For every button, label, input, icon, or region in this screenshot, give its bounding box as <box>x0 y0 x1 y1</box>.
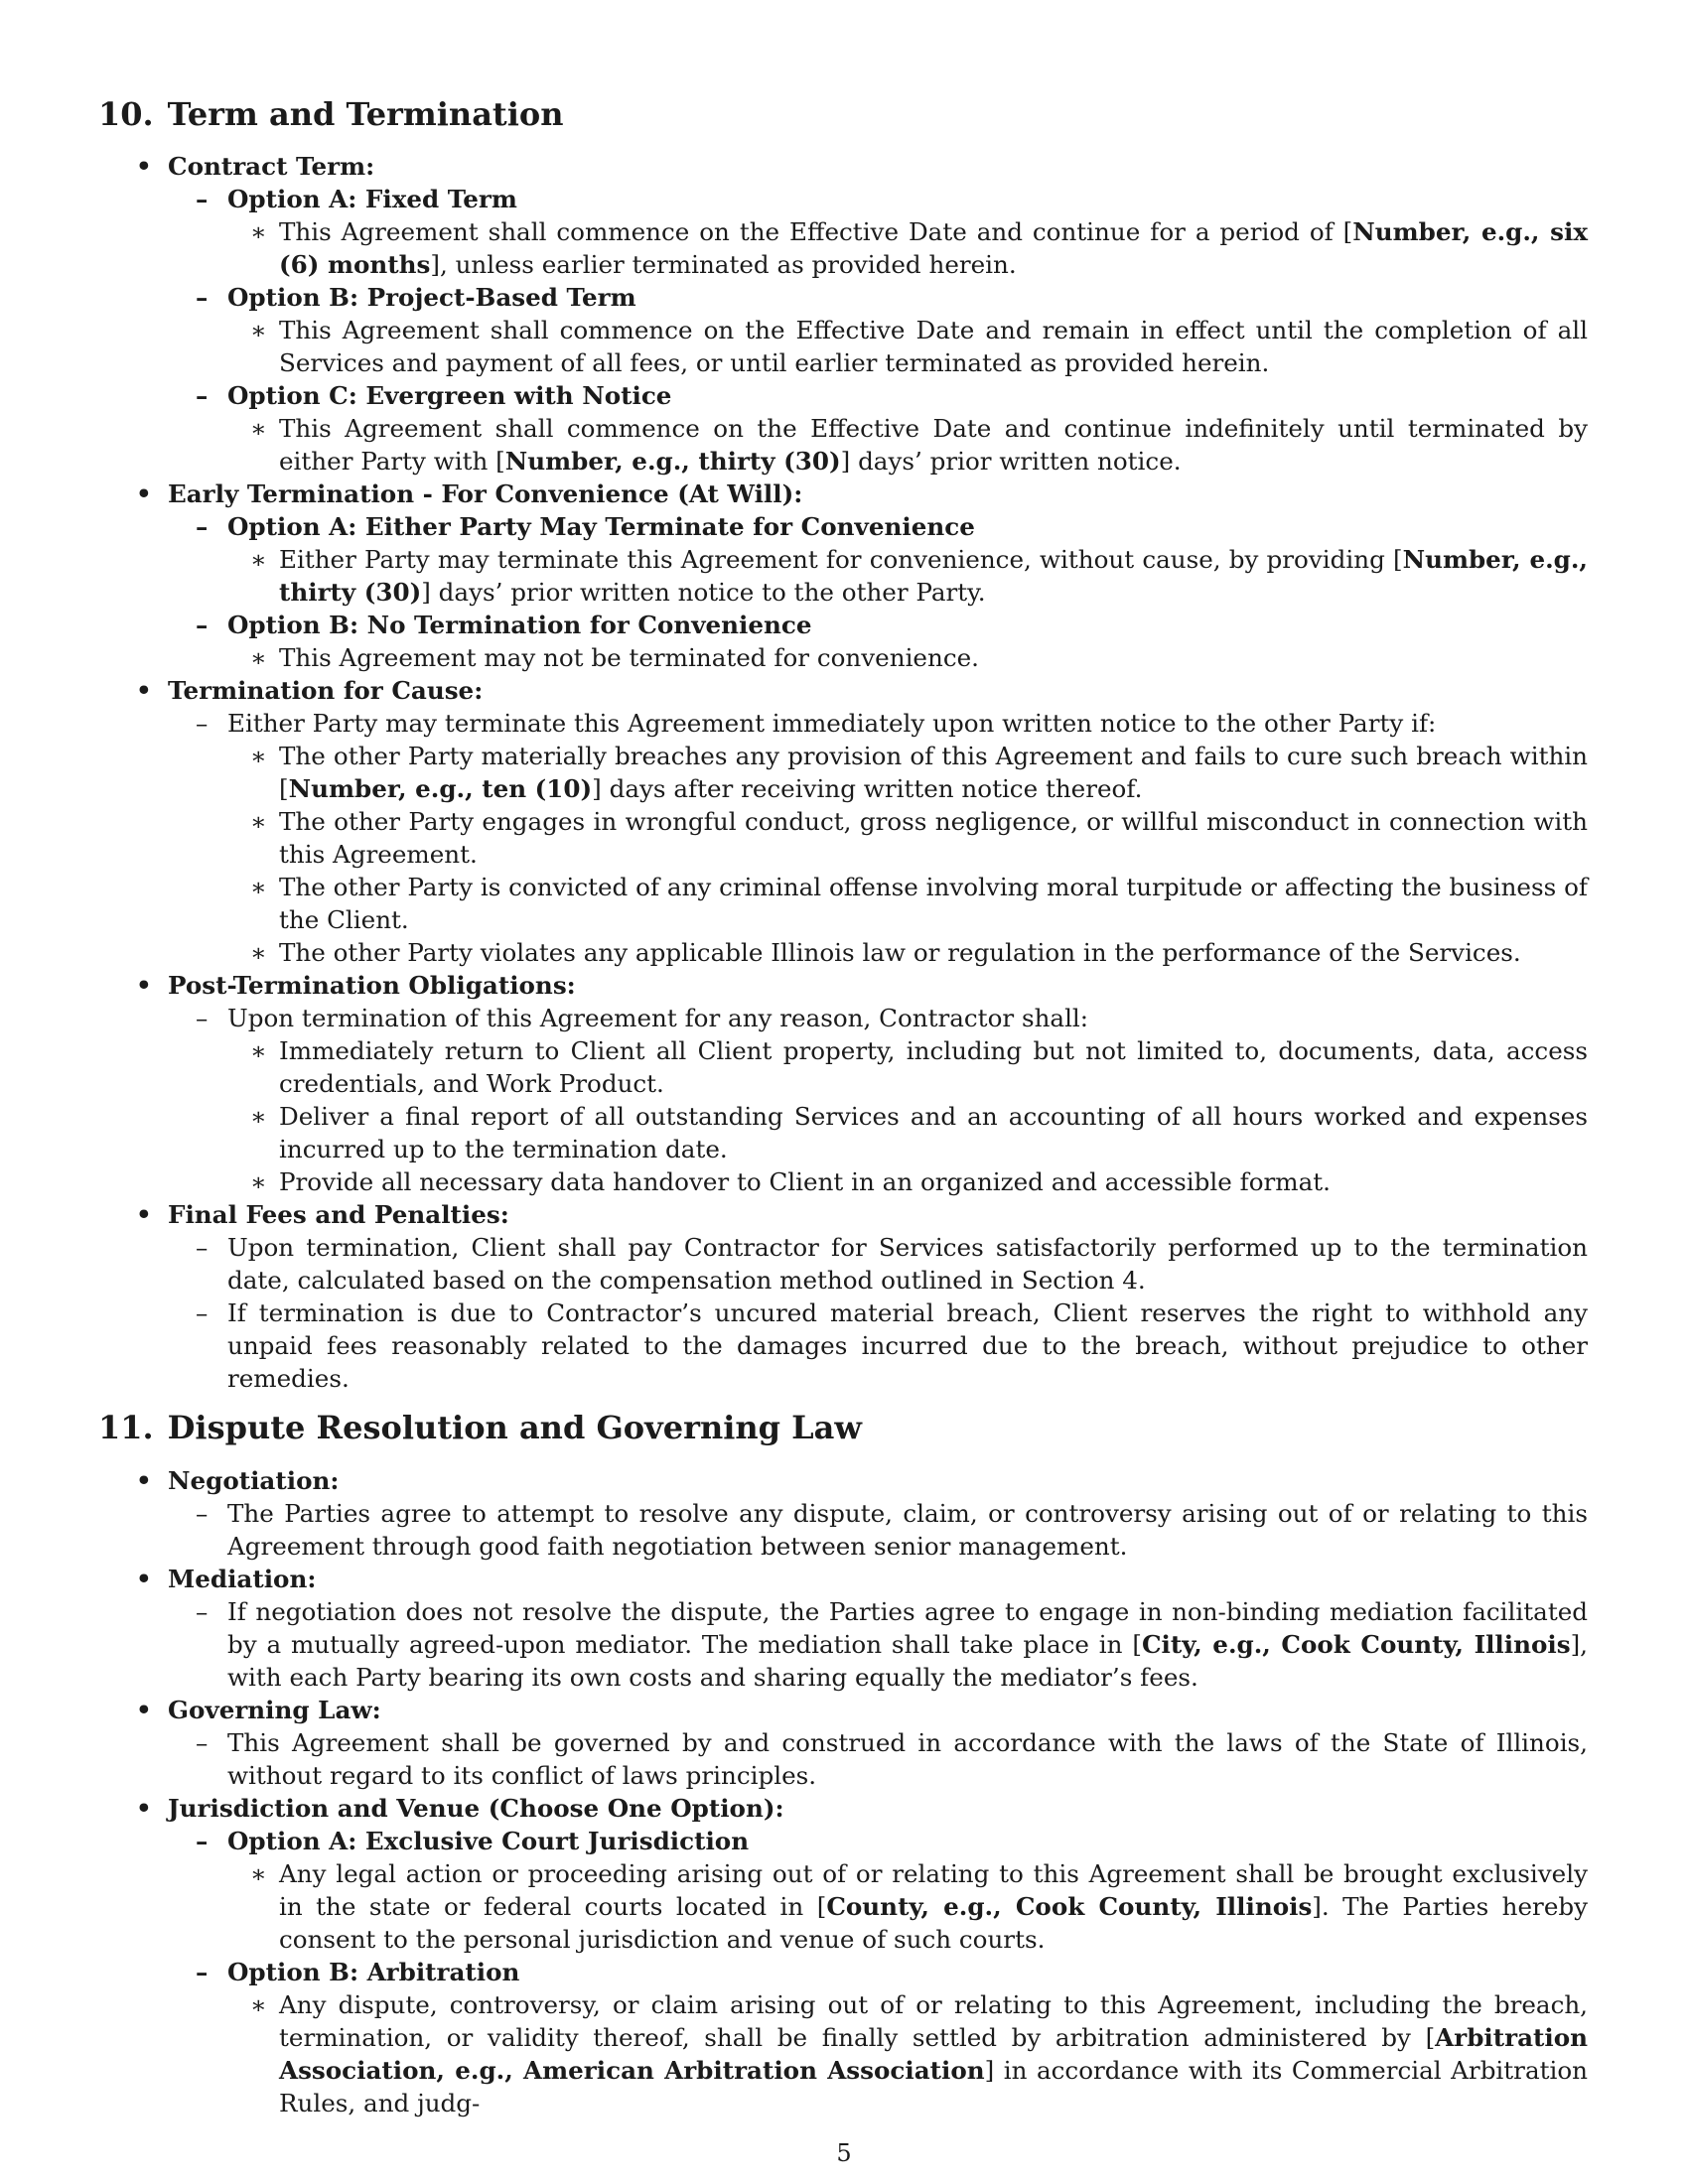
item-text: If negotiation does not resolve the dispute, the Parties agree to engage in non-binding mediation facilitated by a mutually agreed-upon mediator. The mediation shall take place in [City, e.g., Cook County, Illinois], with each Party bearing its own costs and sharing equally the mediator’s fees. <box>227 1597 1588 1692</box>
list-item <box>98 1165 1588 1198</box>
item-text: The other Party materially breaches any provision of this Agreement and fails to cure such breach within [Number, e.g., ten (10)] days after receiving written notice thereof. <box>279 742 1588 803</box>
list-item <box>98 740 1588 805</box>
item-text: The other Party engages in wrongful conduct, gross negligence, or willful misconduct in connection with this Agreement. <box>279 807 1588 869</box>
section-title: Term and Termination <box>167 95 564 133</box>
section-number: 10. <box>98 95 154 133</box>
item-text: Deliver a final report of all outstanding Services and an accounting of all hours worked and expenses incurred up to the termination date. <box>279 1102 1588 1163</box>
bullet-marker: • <box>136 1200 152 1229</box>
item-heading: Termination for Cause: <box>168 676 484 705</box>
asterisk-marker: ∗ <box>250 807 267 836</box>
list-item <box>98 969 1588 1002</box>
item-heading: Final Fees and Penalties: <box>168 1200 509 1229</box>
item-text: This Agreement shall commence on the Effective Date and remain in effect until the completion of all Services and payment of all fees, or until earlier terminated as provided herein. <box>279 316 1588 377</box>
list-item <box>98 1988 1588 2119</box>
dash-marker: – <box>196 1004 209 1032</box>
asterisk-marker: ∗ <box>250 217 267 246</box>
dash-marker: – <box>196 381 209 410</box>
item-text: The Parties agree to attempt to resolve any dispute, claim, or controversy arising out of or relating to this Agreement through good faith negotiation between senior management. <box>227 1499 1588 1561</box>
list-item <box>98 674 1588 707</box>
list-item <box>98 510 1588 543</box>
dash-marker: – <box>196 1728 209 1757</box>
list-item <box>98 314 1588 379</box>
item-text: This Agreement shall commence on the Effective Date and continue indefinitely until terminated by either Party with [Number, e.g., thirty (30)] days’ prior written notice. <box>279 414 1588 476</box>
list-item <box>98 871 1588 936</box>
item-text: Either Party may terminate this Agreement for convenience, without cause, by providing [Number, e.g., thirty (30)] days’ prior written notice to the other Party. <box>279 545 1588 607</box>
dash-marker: – <box>196 611 209 639</box>
dash-marker: – <box>196 185 209 213</box>
list-item <box>98 1595 1588 1694</box>
dash-marker: – <box>196 1827 209 1855</box>
section-10-list <box>98 150 1588 1395</box>
list-item <box>98 1497 1588 1563</box>
item-text: The other Party is convicted of any criminal offense involving moral turpitude or affecting the business of the Client. <box>279 873 1588 934</box>
item-heading: Negotiation: <box>168 1466 340 1495</box>
list-item <box>98 150 1588 183</box>
list-item <box>98 805 1588 871</box>
list-item <box>98 1726 1588 1792</box>
list-item <box>98 936 1588 969</box>
item-text: Upon termination of this Agreement for any reason, Contractor shall: <box>227 1004 1089 1032</box>
bullet-marker: • <box>136 971 152 1000</box>
dash-marker: – <box>196 1597 209 1626</box>
bullet-marker: • <box>136 1794 152 1823</box>
list-item <box>98 1002 1588 1034</box>
option-label: Option B: Arbitration <box>227 1958 520 1986</box>
option-label: Option A: Either Party May Terminate for Convenience <box>227 512 975 541</box>
item-text: This Agreement shall be governed by and construed in accordance with the laws of the State of Illinois, without regard to its conflict of laws principles. <box>227 1728 1588 1790</box>
list-item <box>98 707 1588 740</box>
section-10-heading <box>98 94 563 134</box>
section-number: 11. <box>98 1409 154 1446</box>
item-heading: Contract Term: <box>168 152 375 181</box>
option-label: Option A: Exclusive Court Jurisdiction <box>227 1827 750 1855</box>
asterisk-marker: ∗ <box>250 1167 267 1196</box>
item-text: Immediately return to Client all Client property, including but not limited to, documents, data, access credentials, and Work Product. <box>279 1036 1588 1098</box>
list-item <box>98 1694 1588 1726</box>
list-item <box>98 1956 1588 1988</box>
list-item <box>98 1792 1588 1825</box>
list-item <box>98 1100 1588 1165</box>
list-item <box>98 609 1588 641</box>
bullet-marker: • <box>136 676 152 705</box>
item-heading: Early Termination - For Convenience (At Will): <box>168 479 803 508</box>
option-label: Option C: Evergreen with Notice <box>227 381 672 410</box>
list-item <box>98 215 1588 281</box>
asterisk-marker: ∗ <box>250 414 267 443</box>
dash-marker: – <box>196 1499 209 1528</box>
asterisk-marker: ∗ <box>250 1036 267 1065</box>
asterisk-marker: ∗ <box>250 742 267 770</box>
section-11-list <box>98 1464 1588 2119</box>
option-label: Option B: Project-Based Term <box>227 283 636 312</box>
list-item <box>98 1857 1588 1956</box>
page-number: 5 <box>836 2139 852 2167</box>
item-text: Any legal action or proceeding arising out of or relating to this Agreement shall be brought exclusively in the state or federal courts located in [County, e.g., Cook County, Illinois]. The Parties hereby consent to the personal jurisdiction and venue of such courts. <box>279 1859 1589 1954</box>
item-text: Any dispute, controversy, or claim arising out of or relating to this Agreement, including the breach, termination, or validity thereof, shall be finally settled by arbitration administered by [Arbitration Association, e.g., American Arbitration Association] in accordance with its Commercial Arbitration Rules, and judg- <box>279 1990 1588 2117</box>
asterisk-marker: ∗ <box>250 643 267 672</box>
asterisk-marker: ∗ <box>250 1102 267 1131</box>
item-text: If termination is due to Contractor’s uncured material breach, Client reserves the right to withhold any unpaid fees reasonably related to the damages incurred due to the breach, without prejudice to other remedies. <box>227 1298 1588 1393</box>
asterisk-marker: ∗ <box>250 938 267 967</box>
item-heading: Mediation: <box>168 1565 317 1593</box>
bullet-marker: • <box>136 152 152 181</box>
list-item <box>98 641 1588 674</box>
dash-marker: – <box>196 1298 209 1327</box>
list-item <box>98 1198 1588 1231</box>
bullet-marker: • <box>136 1696 152 1724</box>
list-item <box>98 1464 1588 1497</box>
list-item <box>98 1034 1588 1100</box>
list-item <box>98 379 1588 412</box>
bullet-marker: • <box>136 479 152 508</box>
list-item <box>98 183 1588 215</box>
list-item <box>98 412 1588 478</box>
asterisk-marker: ∗ <box>250 316 267 344</box>
list-item <box>98 1231 1588 1297</box>
option-label: Option B: No Termination for Convenience <box>227 611 812 639</box>
section-title: Dispute Resolution and Governing Law <box>167 1409 862 1446</box>
item-text: This Agreement may not be terminated for convenience. <box>279 643 979 672</box>
asterisk-marker: ∗ <box>250 1859 267 1888</box>
dash-marker: – <box>196 709 209 738</box>
item-heading: Jurisdiction and Venue (Choose One Option): <box>168 1794 784 1823</box>
asterisk-marker: ∗ <box>250 873 267 901</box>
bullet-marker: • <box>136 1565 152 1593</box>
list-item <box>98 1297 1588 1395</box>
dash-marker: – <box>196 1233 209 1262</box>
list-item <box>98 1825 1588 1857</box>
item-heading: Post-Termination Obligations: <box>168 971 576 1000</box>
item-text: The other Party violates any applicable Illinois law or regulation in the performance of the Services. <box>279 938 1521 967</box>
list-item <box>98 478 1588 510</box>
option-label: Option A: Fixed Term <box>227 185 517 213</box>
asterisk-marker: ∗ <box>250 545 267 574</box>
section-11-heading <box>98 1408 862 1447</box>
list-item <box>98 281 1588 314</box>
dash-marker: – <box>196 1958 209 1986</box>
bullet-marker: • <box>136 1466 152 1495</box>
dash-marker: – <box>196 283 209 312</box>
item-text: Upon termination, Client shall pay Contractor for Services satisfactorily performed up to the termination date, calculated based on the compensation method outlined in Section 4. <box>227 1233 1588 1295</box>
item-text: Either Party may terminate this Agreement immediately upon written notice to the other Party if: <box>227 709 1437 738</box>
list-item <box>98 1563 1588 1595</box>
asterisk-marker: ∗ <box>250 1990 267 2019</box>
item-text: This Agreement shall commence on the Effective Date and continue for a period of [Number, e.g., six (6) months], unless earlier terminated as provided herein. <box>279 217 1589 279</box>
item-heading: Governing Law: <box>168 1696 381 1724</box>
dash-marker: – <box>196 512 209 541</box>
item-text: Provide all necessary data handover to Client in an organized and accessible format. <box>279 1167 1331 1196</box>
list-item <box>98 543 1588 609</box>
